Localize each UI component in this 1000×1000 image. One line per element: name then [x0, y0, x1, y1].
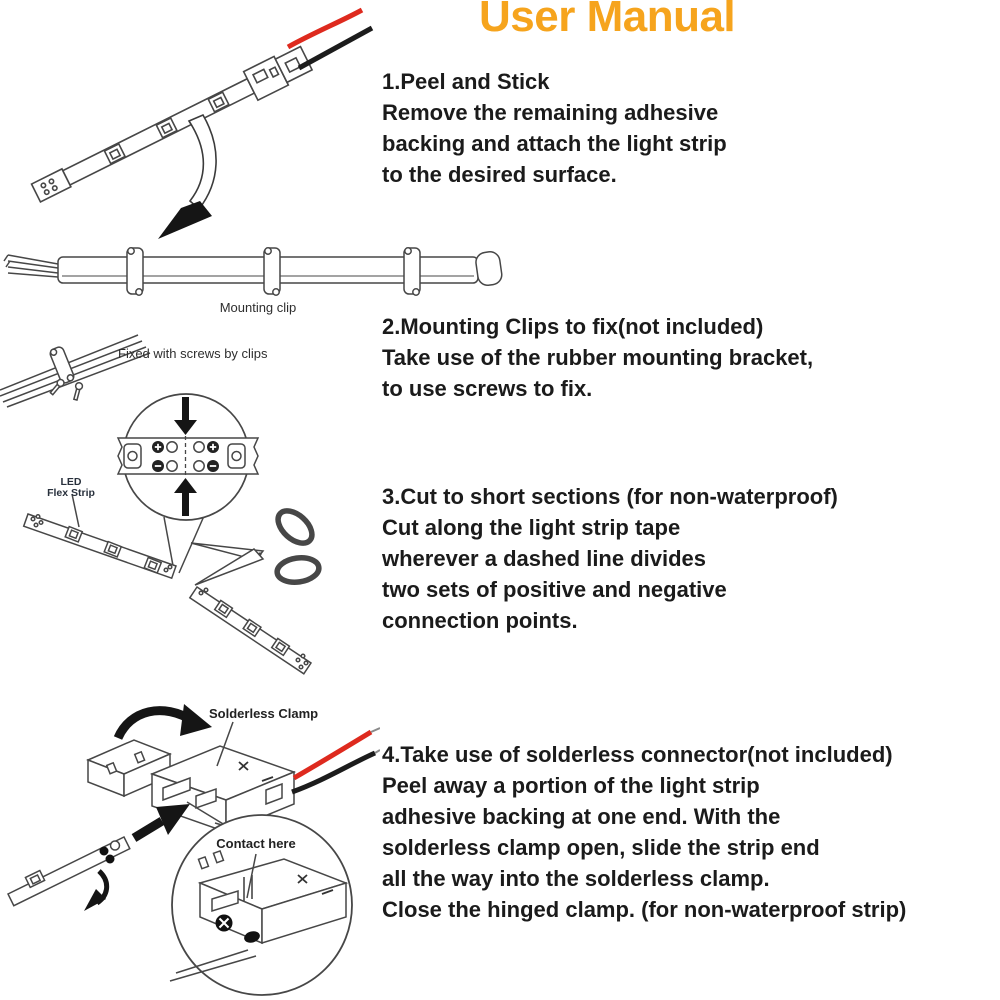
mounting-clips-illustration [0, 243, 515, 409]
step-2-heading: 2.Mounting Clips to fix(not included) [382, 314, 764, 339]
mounting-clip [264, 248, 280, 295]
solderless-clamp-label: Solderless Clamp [209, 706, 319, 721]
magnified-strip [118, 436, 258, 476]
fixed-with-screws-label: Fixed with screws by clips [118, 346, 268, 361]
cut-sections-illustration [8, 386, 373, 682]
cut-strip-left [24, 514, 176, 578]
clamp-wires [292, 728, 380, 792]
strip-wires [4, 255, 58, 277]
led-flex-strip-label-line1: LED [60, 476, 82, 488]
led-strip-diagonal [29, 44, 314, 207]
step-1-instructions [382, 66, 727, 190]
step-4-heading: 4.Take use of solderless connector(not included) [382, 742, 893, 767]
step-4-line: all the way into the solderless clamp. [382, 866, 770, 891]
led-flex-strip-label-line2: Flex Strip [47, 487, 95, 499]
solderless-connector-illustration [0, 688, 380, 1000]
strip-end [8, 837, 130, 906]
step-4-line: adhesive backing at one end. With the [382, 804, 781, 829]
step-2-line: to use screws to fix. [382, 376, 593, 401]
contact-here-label: Contact here [216, 836, 296, 851]
strip-connector [244, 44, 314, 100]
mounting-clip [127, 248, 143, 295]
step-3-line: two sets of positive and negative [382, 577, 727, 602]
step-4-line: Peel away a portion of the light strip [382, 773, 760, 798]
step-4-line: solderless clamp open, slide the strip end [382, 835, 820, 860]
step-3-line: Cut along the light strip tape [382, 515, 681, 540]
step-3-line: connection points. [382, 608, 578, 633]
mounting-clip-label: Mounting clip [219, 300, 297, 315]
step-1-line: to the desired surface. [382, 162, 617, 187]
page-title: User Manual [479, 0, 736, 41]
step-3-instructions [382, 481, 838, 636]
flip-arrow [84, 871, 107, 911]
close-lid-arrow [118, 704, 212, 738]
step-2-line: Take use of the rubber mounting bracket, [382, 345, 814, 370]
peel-and-stick-illustration [10, 2, 375, 242]
step-1-heading: 1.Peel and Stick [382, 69, 550, 94]
step-4-instructions [382, 739, 906, 925]
step-4-line: Close the hinged clamp. (for non-waterproof strip) [382, 897, 907, 922]
scissors-icon [191, 505, 320, 585]
step-3-heading: 3.Cut to short sections (for non-waterproof) [382, 484, 838, 509]
mounting-clip [404, 248, 420, 295]
cut-strip-right [190, 587, 311, 674]
step-3-line: wherever a dashed line divides [382, 546, 707, 571]
step-1-line: Remove the remaining adhesive [382, 100, 719, 125]
insert-arrow [134, 804, 190, 838]
step-1-line: backing and attach the light strip [382, 131, 727, 156]
